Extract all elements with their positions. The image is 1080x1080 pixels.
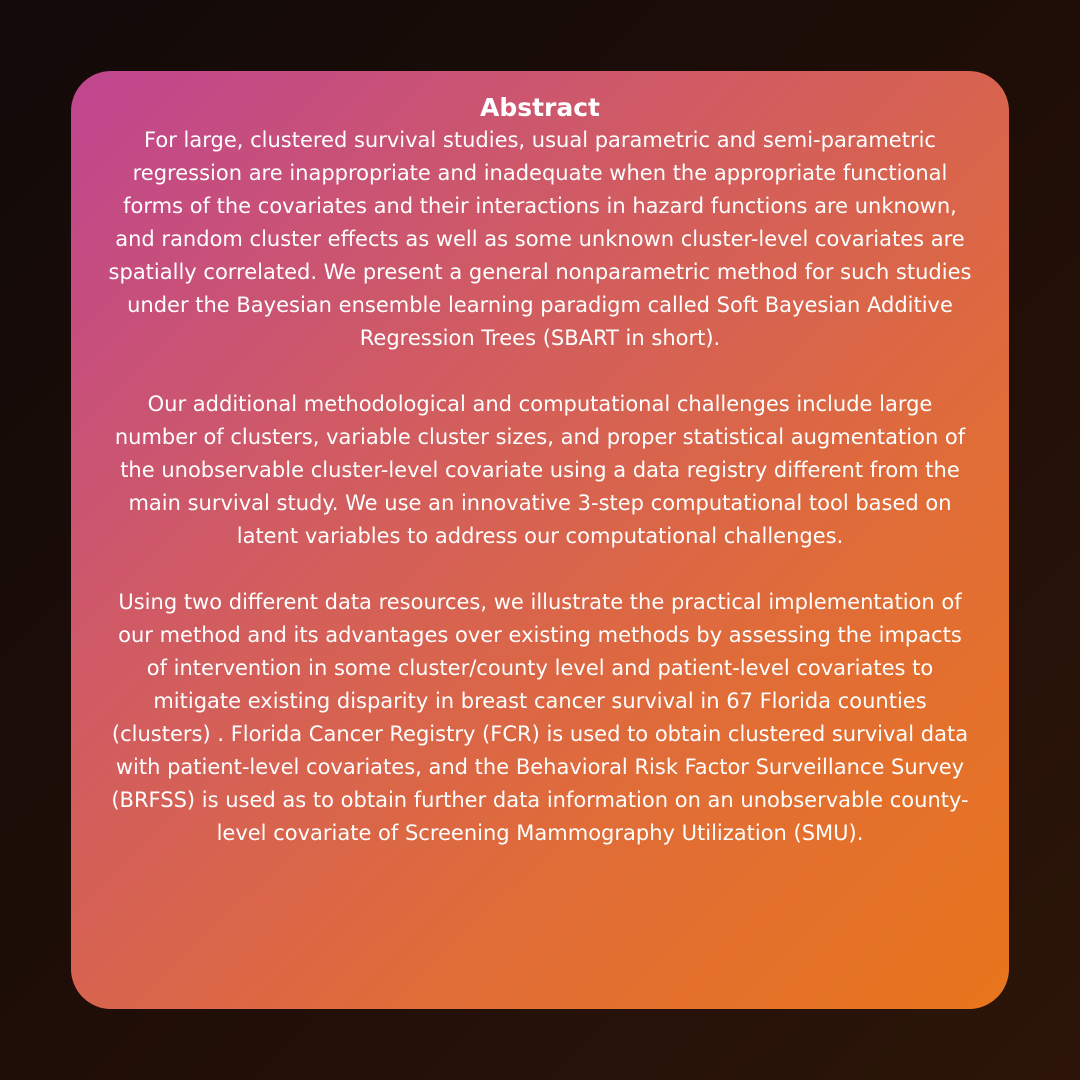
paragraph-spacer — [105, 553, 975, 586]
abstract-title: Abstract — [479, 93, 601, 122]
abstract-paragraph-1: For large, clustered survival studies, usual parametric and semi-parametric regression are inappropriate and inadequate when the appropriate functional forms of the covariates and their interactions in hazard functions are unknown, and random cluster effects as well as some unknown cluster-level covariates are spatially correlated. We present a general nonparametric method for such studies under the Bayesian ensemble learning paradigm called Soft Bayesian Additive Regression Trees (SBART in short). — [108, 128, 972, 350]
abstract-paragraph-3: Using two different data resources, we illustrate the practical implementation of our method and its advantages over existing methods by assessing the impacts of intervention in some cluster/county level and patient-level covariates to mitigate existing disparity in breast cancer survival in 67 Florida counties (clusters) . Florida Cancer Registry (FCR) is used to obtain clustered survival data with patient-level covariates, and the Behavioral Risk Factor Surveillance Survey (BRFSS) is used as to obtain further data information on an unobservable county-level covariate of Screening Mammography Utilization (SMU). — [111, 590, 969, 845]
abstract-card — [71, 71, 1009, 1009]
paragraph-spacer — [105, 355, 975, 388]
abstract-paragraph-2: Our additional methodological and computational challenges include large number of clusters, variable cluster sizes, and proper statistical augmentation of the unobservable cluster-level covariate using a data registry different from the main survival study. We use an innovative 3-step computational tool based on latent variables to address our computational challenges. — [114, 392, 966, 548]
